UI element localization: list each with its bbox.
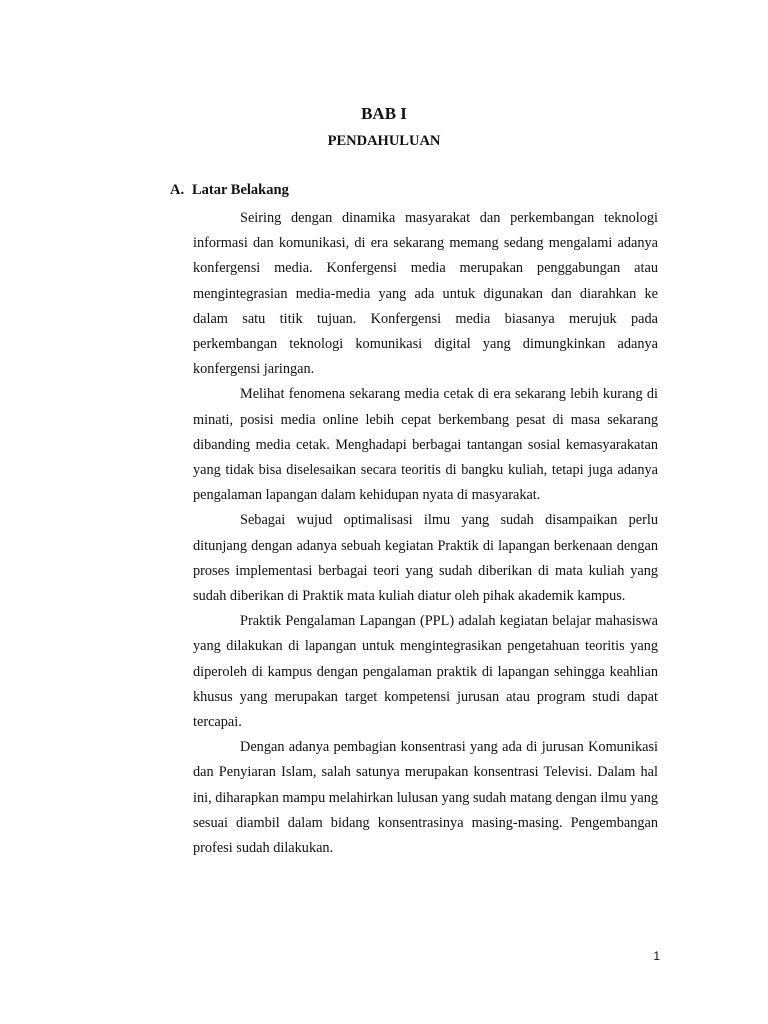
body-text — [193, 206, 658, 861]
page-number: 1 — [653, 949, 660, 963]
paragraph: Praktik Pengalaman Lapangan (PPL) adalah kegiatan belajar mahasiswa yang dilakukan di lapangan untuk mengintegrasikan pengetahuan teoritis yang diperoleh di kampus dengan pengalaman praktik di lapangan sehingga keahlian khusus yang merupakan target kompetensi jurusan atau program studi dapat tercapai. — [193, 613, 658, 731]
paragraph: Melihat fenomena sekarang media cetak di era sekarang lebih kurang di minati, posisi media online lebih cepat berkembang pesat di masa sekarang dibanding media cetak. Menghadapi berbagai tantangan sosial kemasyarakatan yang tidak bisa diselesaikan secara teoritis di bangku kuliah, tetapi juga adanya pengalaman lapangan dalam kehidupan nyata di masyarakat. — [193, 386, 658, 504]
paragraph: Seiring dengan dinamika masyarakat dan perkembangan teknologi informasi dan komunikasi, di era sekarang memang sedang mengalami adanya konfergensi media. Konfergensi media merupakan penggabungan atau mengintegrasian media-media yang ada untuk digunakan dan diarahkan ke dalam satu titik tujuan. Konfergensi media biasanya merujuk pada perkembangan teknologi komunikasi digital yang dimungkinkan adanya konfergensi jaringan. — [193, 210, 658, 378]
section-heading — [170, 179, 289, 201]
section-number: A. — [170, 182, 185, 198]
section-title: Latar Belakang — [192, 182, 289, 198]
paragraph: Sebagai wujud optimalisasi ilmu yang sudah disampaikan perlu ditunjang dengan adanya sebuah kegiatan Praktik di lapangan berkenaan dengan proses implementasi berbagai teori yang sudah diberikan di mata kuliah yang sudah diberikan di Praktik mata kuliah diatur oleh pihak akademik kampus. — [193, 512, 658, 605]
chapter-title: BAB I — [361, 104, 407, 123]
paragraph: Dengan adanya pembagian konsentrasi yang ada di jurusan Komunikasi dan Penyiaran Islam, salah satunya merupakan konsentrasi Televisi. Dalam hal ini, diharapkan mampu melahirkan lulusan yang sudah matang dengan ilmu yang sesuai diambil dalam bidang konsentrasinya masing-masing. Pengembangan profesi sudah dilakukan. — [193, 739, 658, 857]
chapter-subtitle: PENDAHULUAN — [327, 133, 441, 149]
